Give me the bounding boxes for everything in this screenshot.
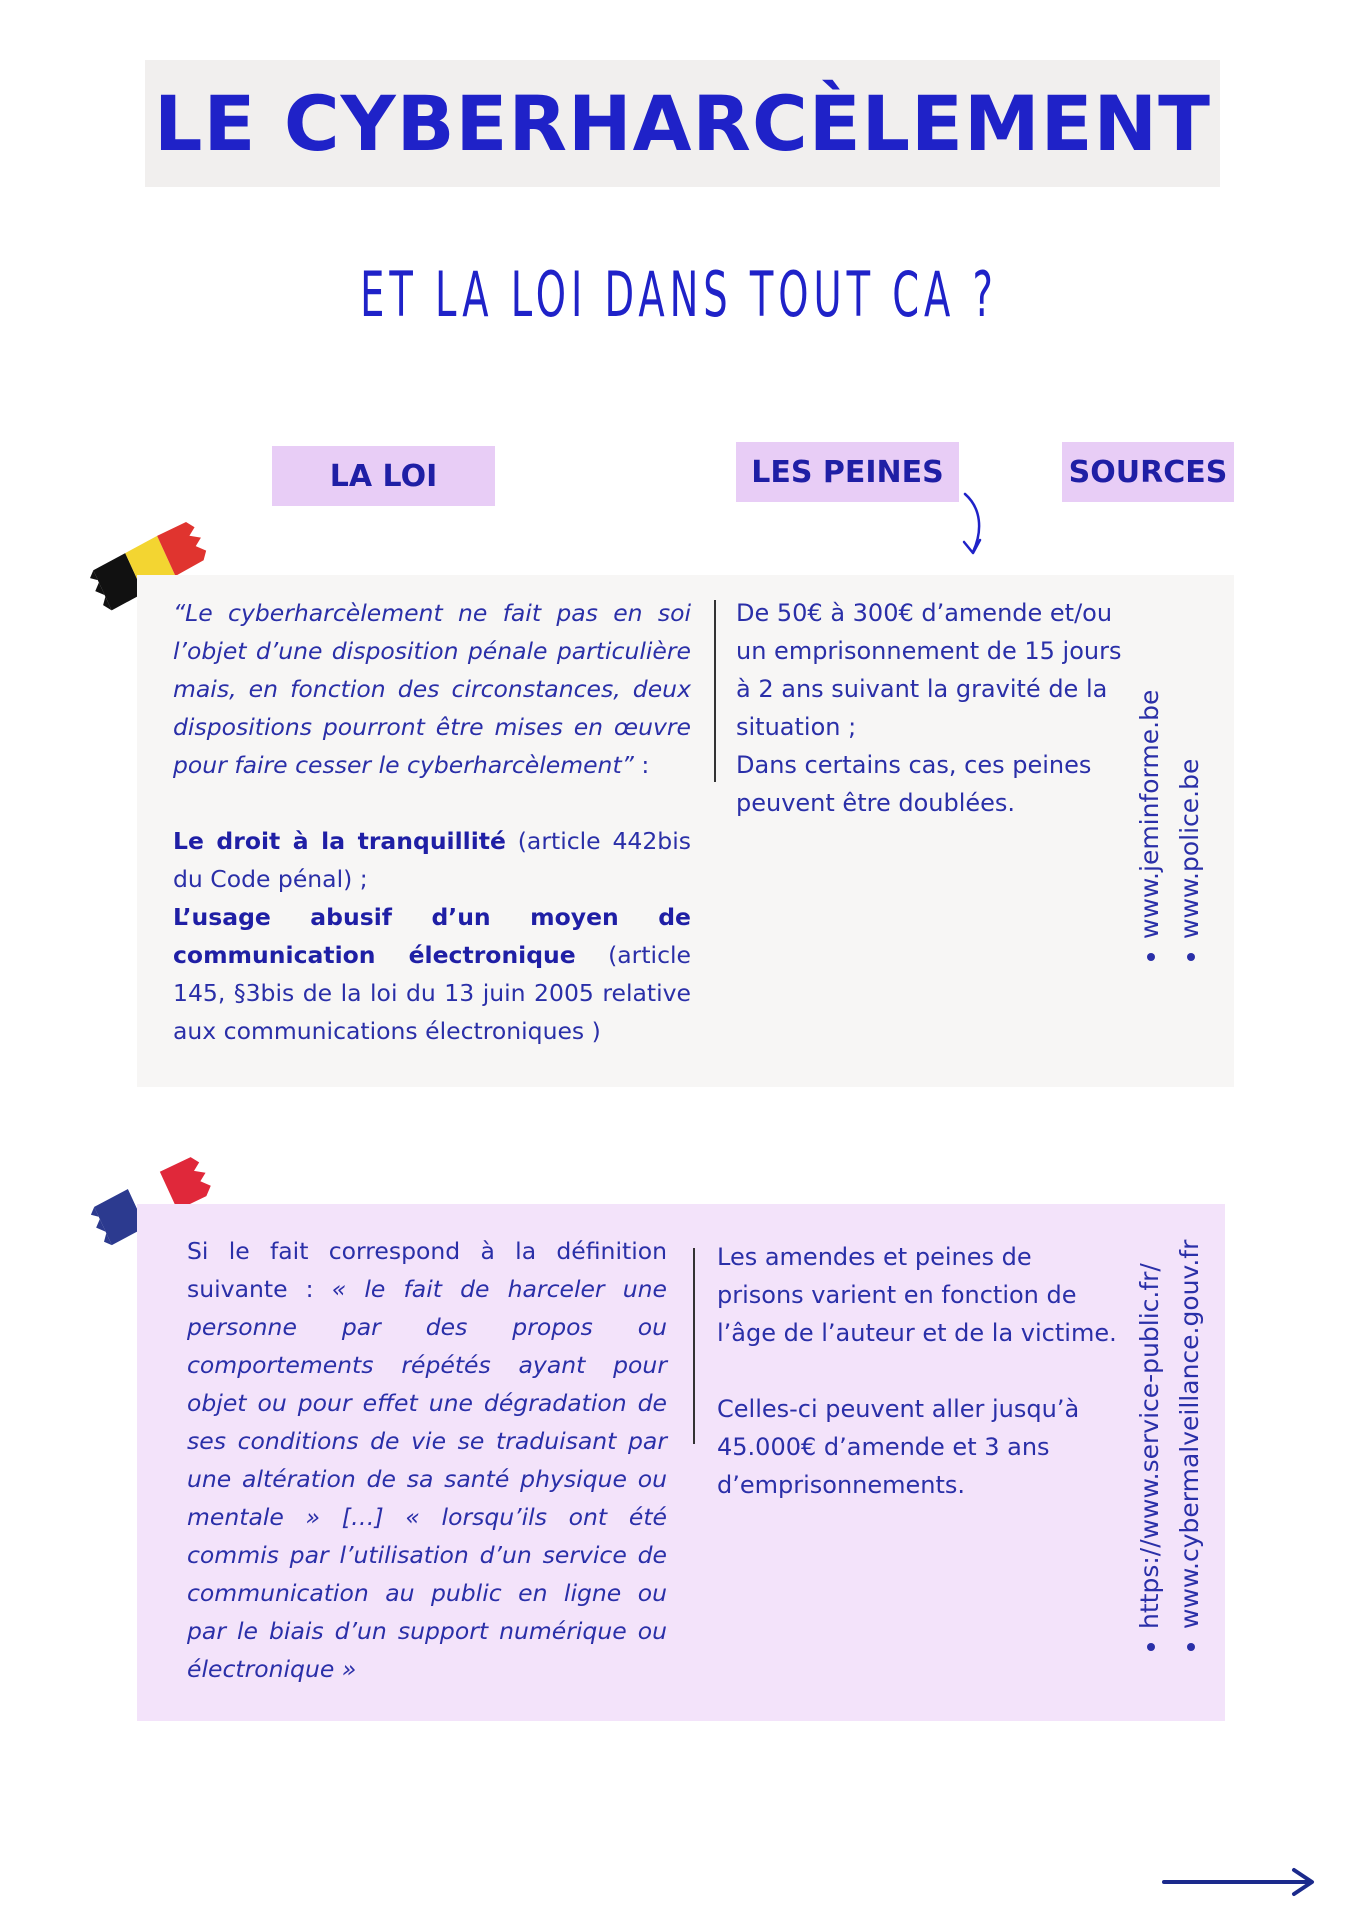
belgium-penalty-p2: Dans certains cas, ces peines peuvent être doublées. xyxy=(736,751,1092,817)
france-penalty-text xyxy=(717,1238,1122,1504)
belgium-provision-2-title: L’usage abusif d’un moyen de communication électronique xyxy=(173,903,691,969)
belgium-provision-1-ref: (article 442bis du Code pénal) ; xyxy=(173,827,691,893)
france-law-intro: Si le fait correspond à la définition suivante : xyxy=(187,1237,667,1303)
belgium-column-divider xyxy=(714,600,716,782)
france-penalty-p1: Les amendes et peines de prisons varient en fonction de l’âge de l’auteur et de la victime. xyxy=(717,1243,1117,1347)
column-label-penalties: LES PEINES xyxy=(736,442,959,502)
france-source-link[interactable]: • www.cybermalveillance.gouv.fr xyxy=(1170,1240,1210,1629)
belgium-source-link[interactable]: • www.police.be xyxy=(1170,690,1210,939)
belgium-penalty-p1: De 50€ à 300€ d’amende et/ou un emprisonnement de 15 jours à 2 ans suivant la gravité de la situation ; xyxy=(736,599,1122,741)
page-title: LE CYBERHARCÈLEMENT xyxy=(154,79,1211,168)
column-label-sources: SOURCES xyxy=(1062,442,1234,502)
column-label-law: LA LOI xyxy=(272,446,495,506)
page-subtitle: ET LA LOI DANS TOUT CA ? xyxy=(360,258,998,331)
france-source-link[interactable]: • https://www.service-public.fr/ xyxy=(1130,1240,1170,1629)
arrow-right-icon[interactable] xyxy=(1160,1865,1320,1899)
belgium-sources xyxy=(1130,690,1210,975)
france-sources xyxy=(1130,1240,1210,1665)
france-penalty-p2: Celles-ci peuvent aller jusqu’à 45.000€ d’amende et 3 ans d’emprisonnements. xyxy=(717,1395,1080,1499)
belgium-penalty-text xyxy=(736,594,1131,822)
belgium-provision-2-ref: (article 145, §3bis de la loi du 13 juin 2005 relative aux communications électroniques ) xyxy=(173,941,691,1045)
france-column-divider xyxy=(693,1248,695,1444)
curved-arrow-down-icon xyxy=(955,490,995,562)
france-law-quote: « le fait de harceler une personne par des propos ou comportements répétés ayant pour objet ou pour effet une dégradation de ses conditions de vie se traduisant par une altération de sa santé physique ou mentale » […] « lorsqu’ils ont été commis par l’utilisation d’un service de communication au public en ligne ou par le biais d’un support numérique ou électronique » xyxy=(187,1275,667,1683)
france-law-text xyxy=(187,1232,667,1688)
belgium-provision-1-title: Le droit à la tranquillité xyxy=(173,827,506,855)
belgium-source-link[interactable]: • www.jeminforme.be xyxy=(1130,690,1170,939)
belgium-law-quote: “Le cyberharcèlement ne fait pas en soi l’objet d’une disposition pénale particulière mais, en fonction des circonstances, deux dispositions pourront être mises en œuvre pour faire cesser le cyberharcèlement” xyxy=(173,599,691,779)
belgium-law-quote-suffix: : xyxy=(633,751,650,779)
belgium-law-text xyxy=(173,594,691,1050)
